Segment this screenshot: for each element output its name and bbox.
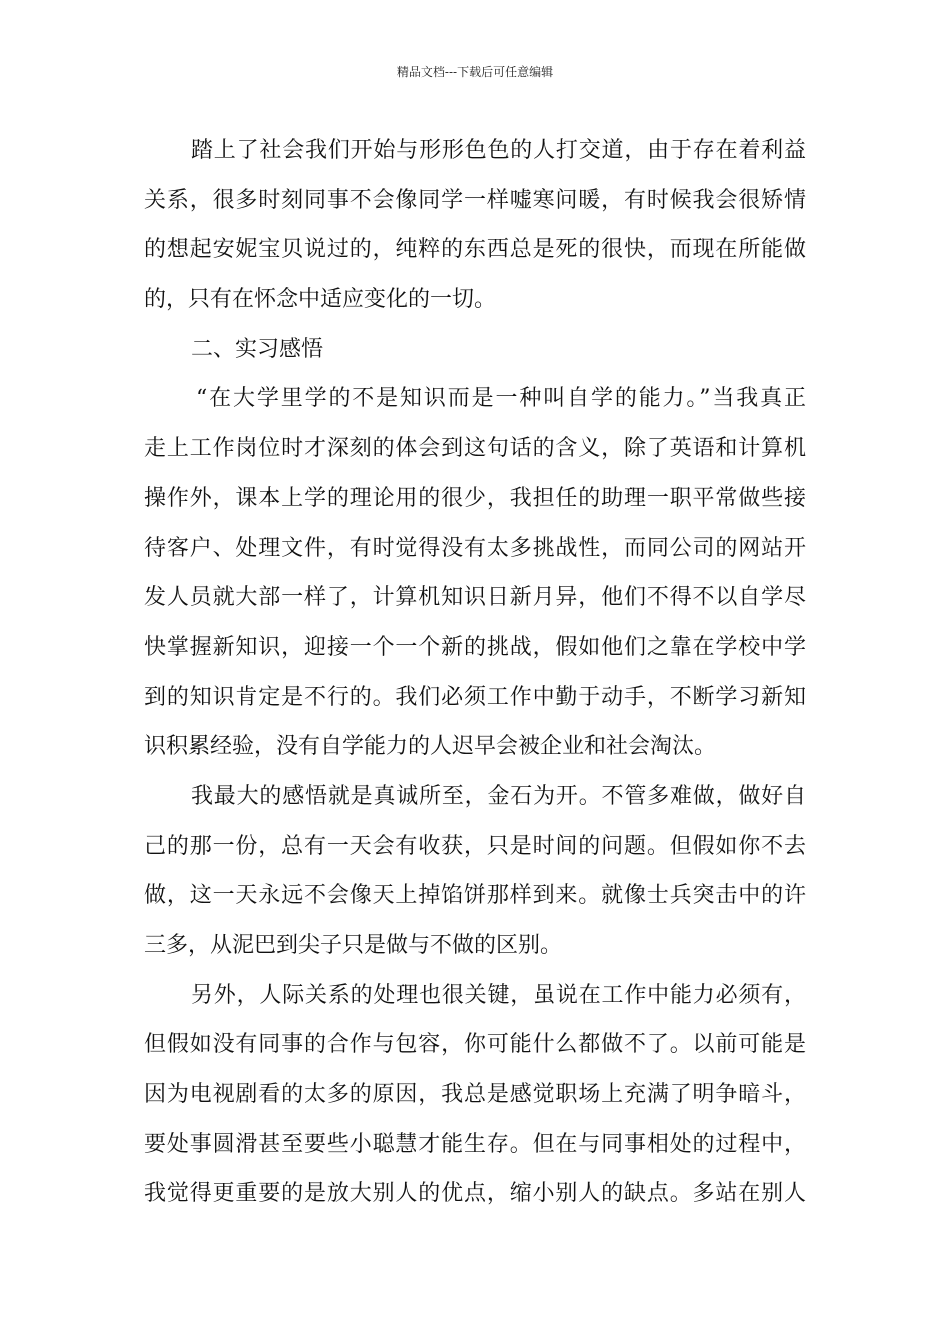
page-header: 精品文档---下载后可任意编辑 — [396, 65, 554, 79]
text-line: 操作外，课本上学的理论用的很少，我担任的助理一职平常做些接 — [144, 485, 806, 511]
section-heading-text: 二、实习感悟 — [191, 336, 324, 362]
text-line: 关系，很多时刻同事不会像同学一样嘘寒问暖，有时候我会很矫情 — [144, 187, 806, 213]
text-line: 我最大的感悟就是真诚所至，金石为开。不管多难做，做好自 — [191, 783, 806, 809]
text-line: 我觉得更重要的是放大别人的优点，缩小别人的缺点。多站在别人 — [144, 1181, 806, 1207]
paragraph-social-interaction — [144, 126, 806, 325]
paragraph-relationships — [144, 971, 806, 1219]
text-line: 另外，人际关系的处理也很关键，虽说在工作中能力必须有， — [191, 982, 806, 1008]
text-line: 的，只有在怀念中适应变化的一切。 — [144, 287, 497, 313]
text-line: 做，这一天永远不会像天上掉馅饼那样到来。就像士兵突击中的许 — [144, 883, 806, 909]
paragraph-self-learning — [144, 374, 806, 772]
text-line: 走上工作岗位时才深刻的体会到这句话的含义，除了英语和计算机 — [144, 436, 806, 462]
text-line: 发人员就大部一样了，计算机知识日新月异，他们不得不以自学尽 — [144, 585, 806, 611]
text-line: 因为电视剧看的太多的原因，我总是感觉职场上充满了明争暗斗， — [144, 1082, 806, 1108]
text-line: 己的那一份，总有一天会有收获，只是时间的问题。但假如你不去 — [144, 833, 806, 859]
section-heading — [144, 325, 806, 375]
text-line: 踏上了社会我们开始与形形色色的人打交道，由于存在着利益 — [191, 138, 806, 163]
text-line: 的想起安妮宝贝说过的，纯粹的东西总是死的很快，而现在所能做 — [144, 237, 806, 263]
text-line: 快掌握新知识，迎接一个一个新的挑战，假如他们之靠在学校中学 — [144, 634, 806, 660]
text-line: 但假如没有同事的合作与包容，你可能什么都做不了。以前可能是 — [144, 1032, 806, 1058]
text-line: “在大学里学的不是知识而是一种叫自学的能力。”当我真正 — [196, 386, 806, 412]
paragraph-sincerity — [144, 772, 806, 971]
text-line: 识积累经验，没有自学能力的人迟早会被企业和社会淘汰。 — [144, 734, 717, 760]
text-line: 待客户、处理文件，有时觉得没有太多挑战性，而同公司的网站开 — [144, 535, 806, 561]
text-line: 要处事圆滑甚至要些小聪慧才能生存。但在与同事相处的过程中， — [144, 1131, 806, 1157]
document-body — [144, 126, 806, 1219]
text-line: 三多，从泥巴到尖子只是做与不做的区别。 — [144, 933, 563, 958]
text-line: 到的知识肯定是不行的。我们必须工作中勤于动手，不断学习新知 — [144, 684, 806, 710]
